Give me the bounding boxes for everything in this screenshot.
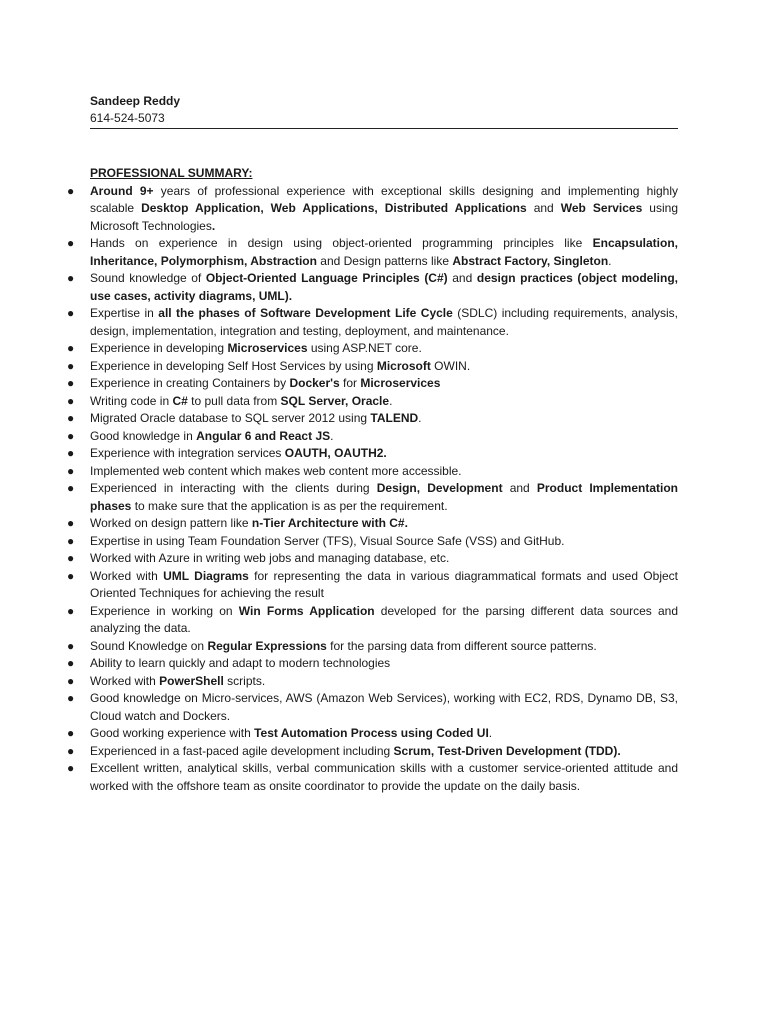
- bold-text: Angular 6 and React JS: [196, 428, 331, 443]
- text: Experience in working on: [90, 603, 239, 618]
- section-title: PROFESSIONAL SUMMARY:: [90, 166, 253, 180]
- bullet-dot-icon: ●: [67, 271, 75, 285]
- bullet-dot-icon: ●: [67, 516, 75, 530]
- text: Experienced in a fast-paced agile development including: [90, 743, 394, 758]
- text: Migrated Oracle database to SQL server 2012 using: [90, 411, 371, 425]
- summary-bullet-item: [67, 533, 678, 551]
- bold-text: .: [211, 218, 216, 233]
- bold-text: Docker's: [289, 376, 340, 390]
- bold-text: C#: [172, 393, 188, 408]
- bullet-dot-icon: ●: [67, 463, 75, 478]
- bold-text: Design, Development: [376, 481, 503, 495]
- bold-text: all the phases of Software Development Life Cycle: [158, 306, 453, 320]
- text: Worked with Azure in writing web jobs and managing database, etc.: [90, 551, 450, 565]
- text: using Microsoft Technologies: [90, 201, 678, 233]
- text: Experience in developing Self Host Services by using: [90, 358, 377, 373]
- summary-bullet-item: [67, 410, 678, 428]
- summary-bullet-item: [67, 463, 678, 481]
- summary-bullet-item: [67, 358, 678, 376]
- bullet-dot-icon: ●: [67, 306, 75, 320]
- text: Good knowledge in: [90, 428, 197, 443]
- text: Worked with: [90, 568, 164, 583]
- text: for representing the data in various diagrammatical formats and used Object Oriented Techniques for achieving the result: [90, 568, 678, 600]
- bullet-dot-icon: ●: [67, 183, 75, 198]
- summary-bullet-item: [67, 305, 679, 340]
- text: for the parsing data from different source patterns.: [326, 638, 597, 653]
- summary-bullet-item: [67, 550, 678, 568]
- summary-bullet-item: [67, 760, 678, 795]
- summary-bullet-item: [67, 480, 678, 515]
- text: using ASP.NET core.: [307, 341, 422, 355]
- text: Experience with integration services: [90, 446, 285, 460]
- text: to make sure that the application is as per the requirement.: [131, 498, 448, 513]
- bold-text: UML Diagrams: [163, 568, 249, 583]
- summary-bullet-item: [67, 393, 678, 411]
- bullet-dot-icon: ●: [67, 603, 75, 618]
- text: Experience in developing: [90, 341, 228, 355]
- text: Good knowledge on Micro-services, AWS (Amazon Web Services), working with EC2, RDS, Dynamo DB, S3, Cloud watch and Dockers.: [90, 691, 678, 723]
- summary-bullet-item: [67, 568, 678, 603]
- bullet-dot-icon: ●: [67, 428, 75, 443]
- summary-bullet-item: [67, 725, 678, 743]
- text: Writing code in: [90, 393, 173, 408]
- text: Implemented web content which makes web content more accessible.: [90, 463, 462, 478]
- bold-text: SQL Server, Oracle: [280, 393, 390, 408]
- bold-text: n-Tier Architecture with C#.: [251, 516, 408, 530]
- summary-bullet-item: [67, 638, 678, 656]
- bullet-dot-icon: ●: [67, 568, 75, 583]
- bold-text: Win Forms Application: [238, 603, 375, 618]
- bold-text: Microsoft: [376, 358, 431, 373]
- text: OWIN.: [430, 358, 471, 373]
- summary-bullet-item: [67, 743, 678, 761]
- bullet-dot-icon: ●: [67, 743, 75, 758]
- text: developed for the parsing different data sources and analyzing the data.: [90, 603, 678, 635]
- summary-bullet-item: [67, 603, 678, 638]
- professional-summary-section: [67, 165, 679, 795]
- candidate-phone: 614-524-5073: [90, 111, 165, 125]
- bold-text: Web Services: [560, 201, 643, 215]
- bold-text: Around 9+: [90, 183, 154, 198]
- text: .: [608, 253, 612, 268]
- bullet-dot-icon: ●: [67, 673, 75, 688]
- bold-text: PowerShell: [159, 673, 224, 688]
- text: Sound Knowledge on: [90, 638, 208, 653]
- summary-bullet-item: [67, 270, 678, 305]
- bullet-dot-icon: ●: [67, 656, 75, 670]
- bullet-dot-icon: ●: [67, 358, 75, 373]
- text: and: [447, 271, 477, 285]
- bold-text: Abstract Factory, Singleton: [452, 253, 609, 268]
- summary-bullet-item: [67, 445, 678, 463]
- bold-text: Desktop Application, Web Applications, Distributed Applications: [141, 201, 527, 215]
- bullet-dot-icon: ●: [67, 726, 75, 740]
- text: Expertise in using Team Foundation Server (TFS), Visual Source Safe (VSS) and GitHub.: [90, 533, 565, 548]
- summary-bullet-list: [67, 183, 679, 796]
- bold-text: Product Implementation phases: [90, 481, 678, 513]
- bullet-dot-icon: ●: [67, 691, 75, 705]
- bold-text: Microservices: [360, 376, 441, 390]
- text: years of professional experience with exceptional skills designing and implementing highly scalable: [90, 183, 679, 215]
- text: Excellent written, analytical skills, verbal communication skills with a customer service-oriented attitude and worked with the offshore team as onsite coordinator to provide the update on the daily basis.: [90, 761, 678, 793]
- bullet-dot-icon: ●: [67, 638, 75, 653]
- bullet-dot-icon: ●: [67, 411, 75, 425]
- text: Worked on design pattern like: [90, 516, 252, 530]
- bold-text: TALEND: [370, 411, 419, 425]
- bullet-dot-icon: ●: [67, 761, 75, 775]
- bullet-dot-icon: ●: [67, 393, 75, 408]
- text: for: [339, 376, 361, 390]
- summary-bullet-item: [67, 340, 678, 358]
- bullet-dot-icon: ●: [67, 341, 75, 355]
- bold-text: Microservices: [227, 341, 308, 355]
- text: Experience in creating Containers by: [90, 376, 290, 390]
- bullet-dot-icon: ●: [67, 376, 75, 390]
- text: .: [488, 726, 493, 740]
- summary-bullet-item: [67, 235, 678, 270]
- summary-bullet-item: [67, 183, 679, 236]
- bullet-dot-icon: ●: [67, 446, 75, 460]
- bullet-dot-icon: ●: [67, 481, 75, 495]
- text: Worked with: [90, 673, 160, 688]
- summary-bullet-item: [67, 673, 678, 691]
- text: Experienced in interacting with the clients during: [90, 481, 377, 495]
- text: (SDLC) including requirements, analysis, design, implementation, integration and testing, deployment, and maintenance.: [90, 306, 679, 338]
- text: and Design patterns like: [316, 253, 453, 268]
- bullet-dot-icon: ●: [67, 551, 75, 565]
- bold-text: OAUTH, OAUTH2.: [284, 446, 387, 460]
- bullet-dot-icon: ●: [67, 533, 75, 548]
- summary-bullet-item: [67, 655, 678, 673]
- text: Ability to learn quickly and adapt to modern technologies: [90, 656, 391, 670]
- candidate-name: Sandeep Reddy: [90, 94, 181, 108]
- summary-bullet-item: [67, 690, 678, 725]
- bullet-dot-icon: ●: [67, 236, 75, 250]
- bold-text: design practices (object modeling, use cases, activity diagrams, UML).: [90, 271, 678, 303]
- text: scripts.: [223, 673, 266, 688]
- text: .: [418, 411, 422, 425]
- bold-text: Encapsulation, Inheritance, Polymorphism, Abstraction: [90, 236, 678, 268]
- summary-bullet-item: [67, 428, 678, 446]
- bold-text: Object-Oriented Language Principles (C#): [205, 271, 448, 285]
- resume-header: [90, 93, 678, 129]
- text: and: [502, 481, 537, 495]
- bold-text: Scrum, Test-Driven Development (TDD).: [393, 743, 621, 758]
- text: Expertise in: [90, 306, 159, 320]
- text: and: [526, 201, 561, 215]
- text: to pull data from: [187, 393, 281, 408]
- text: Hands on experience in design using object-oriented programming principles like: [90, 236, 593, 250]
- summary-bullet-item: [67, 515, 678, 533]
- text: .: [389, 393, 393, 408]
- text: Good working experience with: [90, 726, 255, 740]
- text: Sound knowledge of: [90, 271, 206, 285]
- bold-text: Test Automation Process using Coded UI: [254, 726, 489, 740]
- bold-text: Regular Expressions: [207, 638, 327, 653]
- text: .: [330, 428, 334, 443]
- summary-bullet-item: [67, 375, 678, 393]
